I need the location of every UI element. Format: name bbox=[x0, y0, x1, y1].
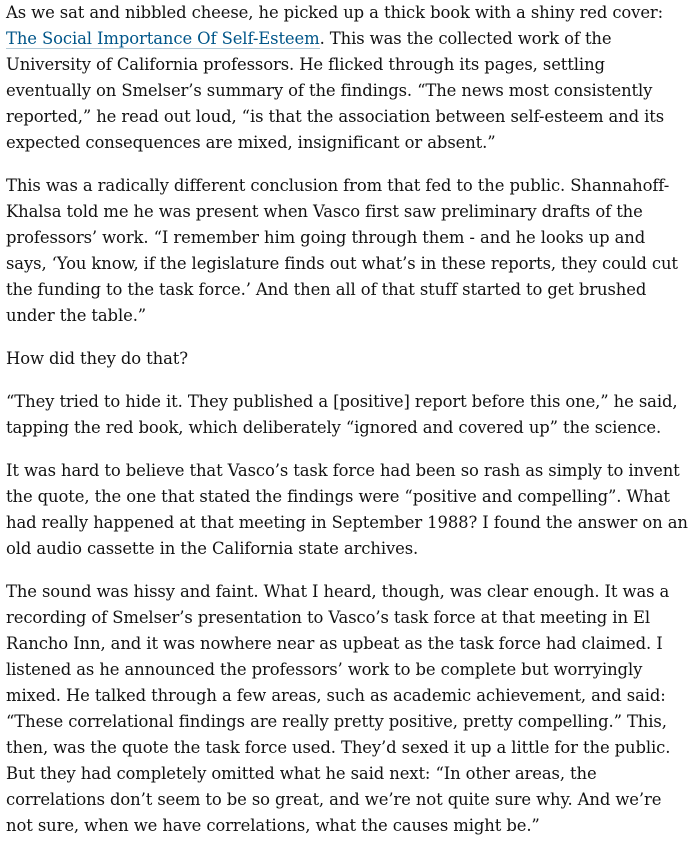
paragraph-1-text-after: . This was the collected work of the University of California professors. He flicked through its pages, settling eventually on Smelser’s summary of the findings. “The news most consistently reported,” he read out loud, “is that the association between self-esteem and its expected consequences are mixed, insignificant or absent.” bbox=[6, 29, 665, 152]
paragraph-2: This was a radically different conclusion from that fed to the public. Shannahoff-Khalsa told me he was present when Vasco first saw preliminary drafts of the professors’ work. “I remember him going through them - and he looks up and says, ‘You know, if the legislature finds out what’s in these reports, they could cut the funding to the task force.’ And then all of that stuff started to get brushed under the table.” bbox=[6, 176, 678, 325]
paragraph-3: How did they do that? bbox=[6, 349, 188, 368]
paragraph-5: It was hard to believe that Vasco’s task force had been so rash as simply to invent the quote, the one that stated the findings were “positive and compelling”. What had really happened at that meeting in September 1988? I found the answer on an old audio cassette in the California state archives. bbox=[6, 461, 688, 558]
paragraph-1-text-before: As we sat and nibbled cheese, he picked up a thick book with a shiny red cover: bbox=[6, 3, 664, 22]
paragraph-1 bbox=[6, 0, 688, 156]
paragraph-4: “They tried to hide it. They published a [positive] report before this one,” he said, tapping the red book, which deliberately “ignored and covered up” the science. bbox=[6, 392, 678, 437]
paragraph-6: The sound was hissy and faint. What I heard, though, was clear enough. It was a recording of Smelser’s presentation to Vasco’s task force at that meeting in El Rancho Inn, and it was nowhere near as upbeat as the task force had claimed. I listened as he announced the professors’ work to be complete but worryingly mixed. He talked through a few areas, such as academic achievement, and said: “These correlational findings are really pretty positive, pretty compelling.” This, then, was the quote the task force used. They’d sexed it up a little for the public. But they had completely omitted what he said next: “In other areas, the correlations don’t seem to be so great, and we’re not quite sure why. And we’re not sure, when we have correlations, what the causes might be.” bbox=[6, 582, 671, 835]
article-body bbox=[6, 0, 688, 856]
book-title-link[interactable]: The Social Importance Of Self-Esteem bbox=[6, 29, 320, 48]
